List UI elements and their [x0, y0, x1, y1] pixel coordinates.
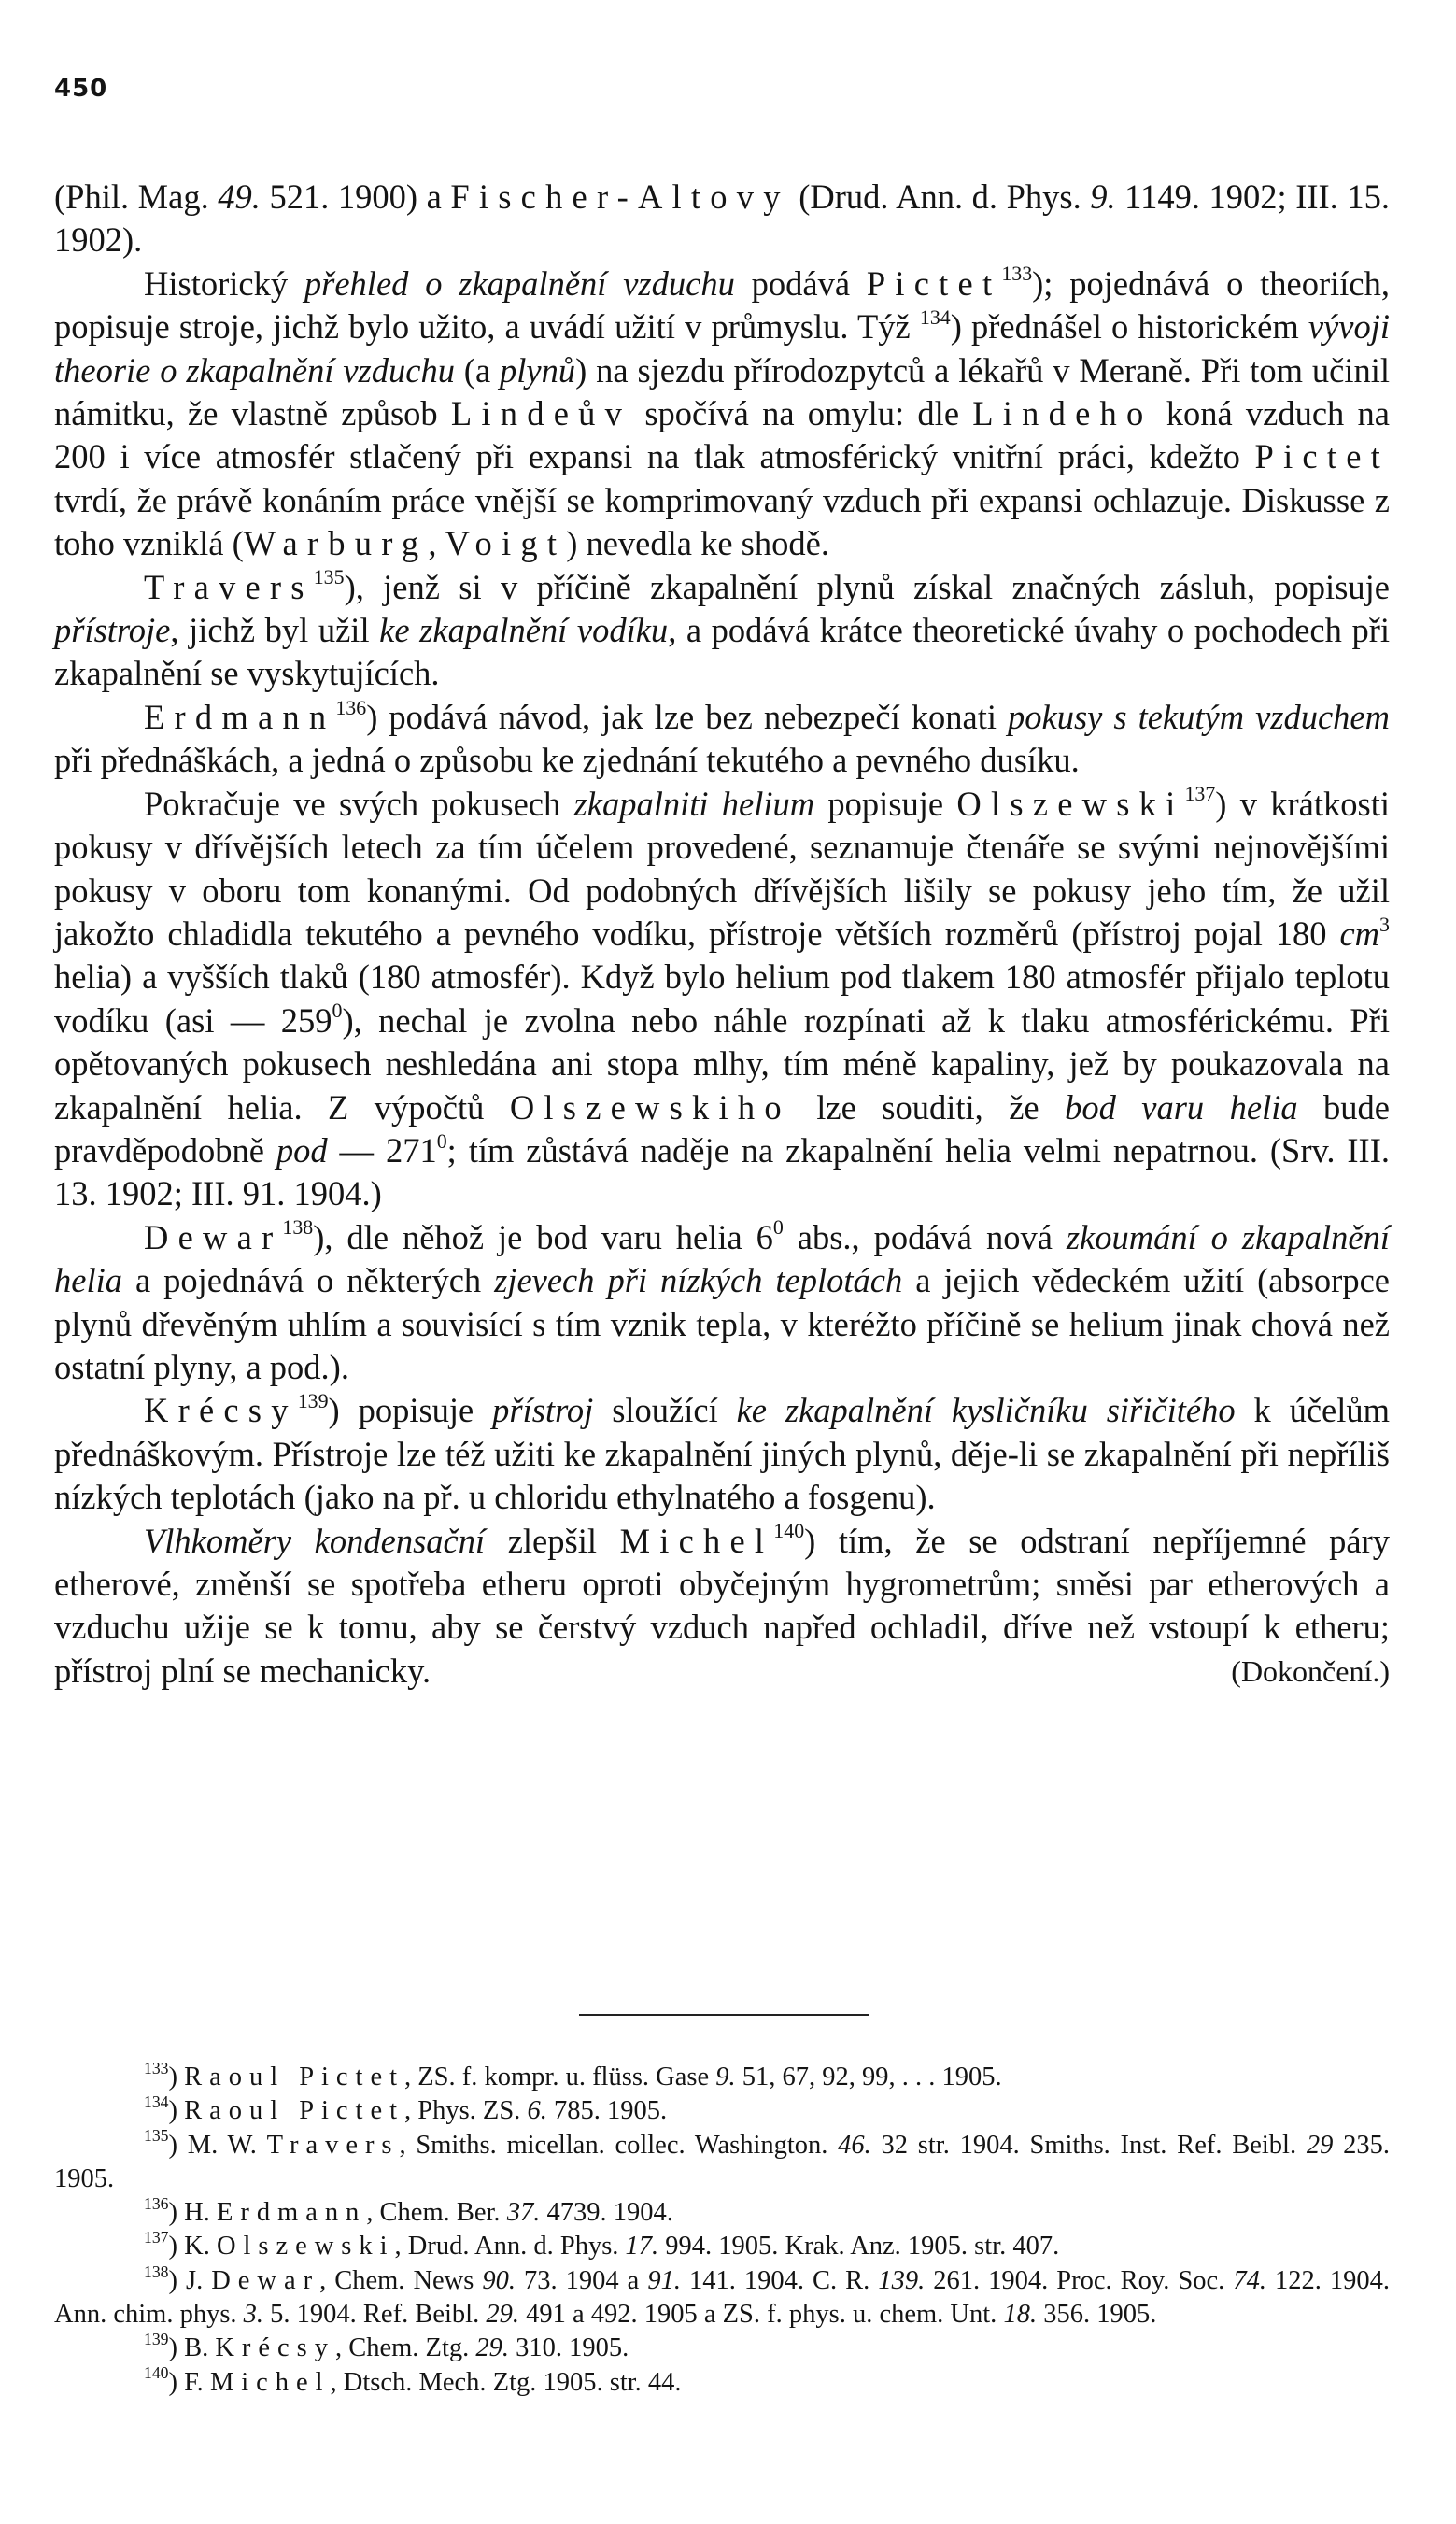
footnote-paren: ) [168, 2232, 185, 2262]
footnote-137 [54, 2230, 1390, 2263]
text-run: , Dtsch. Mech. Ztg. 1905. str. 44. [330, 2367, 682, 2397]
text-run: J. [186, 2265, 212, 2295]
author-name: Dewar [144, 1217, 283, 1256]
footnote-number: 134 [144, 2092, 169, 2112]
footnote-number: 139 [144, 2330, 169, 2349]
footnote-133 [54, 2058, 1390, 2094]
text-run: — 271 [327, 1130, 437, 1170]
text-run: 310. 1905. [509, 2333, 629, 2363]
text-run: 4739. 1904. [540, 2198, 673, 2228]
author-name: Michel [209, 2367, 331, 2397]
author-name: Krécsy [144, 1391, 298, 1430]
author-name: Olszewski [216, 2232, 395, 2262]
text-run: (Phil. Mag. [54, 177, 219, 216]
emphasis: pokusy s tekutým vzduchem [1008, 697, 1390, 736]
author-name: Pictet [1254, 437, 1390, 476]
text-run: (Drud. Ann. d. Phys. [789, 177, 1091, 216]
unit: cm [1339, 914, 1380, 953]
emphasis: plynů [500, 350, 576, 390]
emphasis: ke zkapalnění vodíku [379, 611, 669, 650]
footnote-number: 135 [144, 2126, 169, 2146]
text-run: 1149. 1902; III. 15. 1902). [54, 177, 1390, 260]
text-run: 521. 1900) a [260, 177, 451, 216]
paragraph-michel [54, 1520, 1390, 1694]
degree-sign: 0 [772, 1215, 784, 1240]
footnote-136 [54, 2193, 1390, 2230]
author-name: Fischer-Altovy [450, 177, 790, 216]
text-run: , a podává krátce theoretické úvahy o pochodech při zkapalnění se vyskytujících. [54, 611, 1390, 693]
text-run: , Chem. Ztg. [334, 2333, 476, 2363]
footnote-paren: ) [168, 2130, 188, 2160]
footnote-paren: ) [168, 2367, 185, 2397]
author-name: Warburg [243, 524, 429, 563]
text-run: B. [184, 2333, 216, 2363]
volume-number: 18. [1003, 2300, 1038, 2330]
footnote-ref: 137 [1184, 782, 1216, 806]
footnote-135 [54, 2126, 1390, 2197]
author-name: Travers [266, 2130, 400, 2160]
emphasis: ke zkapalnění kysličníku siřičitého [736, 1391, 1236, 1430]
text-run: 5. 1904. Ref. Beibl. [263, 2300, 487, 2330]
footnote-139 [54, 2332, 1390, 2365]
text-run: , [428, 524, 445, 563]
text-run: lze souditi, že [790, 1087, 1066, 1127]
text-run: ) přednášel o historickém [950, 307, 1308, 347]
author-name: Pictet [866, 263, 1002, 303]
text-run: koná vzduch na 200 i více atmosfér stlačený při expansi na tlak atmosférický vnitřní práci, kdežto [54, 394, 1390, 476]
emphasis: pod [276, 1130, 328, 1170]
text-run: 235. 1905. [54, 2130, 1390, 2193]
author-name: Lindeho [972, 394, 1153, 433]
text-run: ) popisuje [328, 1391, 493, 1430]
volume-number: 17. [625, 2232, 659, 2262]
footnote-paren: ) [168, 2333, 185, 2363]
emphasis: přístroj [492, 1391, 594, 1430]
volume-number: 74. [1233, 2265, 1266, 2295]
author-name: Lindeův [450, 394, 632, 433]
author-name: Krécsy [215, 2333, 335, 2363]
text-run: F. [184, 2367, 210, 2397]
footnote-number: 138 [144, 2262, 169, 2281]
text-run: podává [734, 263, 867, 303]
text-run: zlepšil [485, 1521, 620, 1560]
text-run: Pokračuje ve svých pokusech [144, 784, 574, 823]
body-text [54, 176, 1390, 1694]
text-run: 785. 1905. [546, 2096, 668, 2126]
footnote-ref: 138 [282, 1215, 314, 1240]
text-run: 73. 1904 a [516, 2265, 648, 2295]
footnote-paren: ) [168, 2198, 185, 2228]
author-name: Raoul Pictet [184, 2063, 404, 2092]
text-run: 261. 1904. Proc. Roy. Soc. [925, 2265, 1234, 2295]
volume-number: 6. [527, 2096, 547, 2126]
text-run: sloužící [593, 1391, 737, 1430]
volume-number: 9. [715, 2063, 736, 2092]
text-run: , Chem. Ber. [366, 2198, 507, 2228]
text-run: ), nechal je zvolna nebo náhle rozpínati až k tlaku atmosférickému. Při opětovaných pokusech neshledána ani stopa mlhy, tím méně kapaliny, jež by poukazovala na zkapalnění helia. Z výpočtů [54, 1000, 1391, 1127]
text-run: , Phys. ZS. [403, 2096, 528, 2126]
text-run: ) podává návod, jak lze bez nebezpečí konati [366, 697, 1009, 736]
text-run: ; tím zůstává naděje na zkapalnění helia velmi nepatrnou. (Srv. III. 13. 1902; III. 91. 1904.) [54, 1130, 1390, 1213]
emphasis: zjevech při nízkých teplotách [494, 1261, 903, 1300]
volume-number: 91. [647, 2265, 681, 2295]
footnote-paren: ) [168, 2096, 185, 2126]
emphasis: přístroje [54, 611, 171, 650]
paragraph-olszewski [54, 783, 1390, 1216]
text-run: Historický [144, 263, 304, 303]
text-run: a pojednává o některých [121, 1261, 495, 1300]
author-name: Raoul Pictet [184, 2096, 404, 2126]
footnote-ref: 135 [313, 565, 345, 589]
text-run: 141. 1904. C. R. [680, 2265, 879, 2295]
volume-number: 3. [243, 2300, 264, 2330]
text-run: H. [184, 2198, 217, 2228]
text-run: popisuje [814, 784, 957, 823]
author-name: Erdmann [216, 2198, 367, 2228]
footnote-134 [54, 2094, 1390, 2128]
emphasis: bod varu helia [1065, 1087, 1298, 1127]
volume-number: 90. [482, 2265, 516, 2295]
continuation-note: (Dokončení.) [1231, 1654, 1390, 1689]
footnote-number: 137 [144, 2228, 169, 2247]
emphasis: zkapalniti helium [573, 784, 815, 823]
text-run: M. W. [187, 2130, 267, 2160]
text-run: ) nevedla ke shodě. [566, 524, 829, 563]
volume-number: 49. [218, 177, 261, 216]
degree-sign: 0 [436, 1128, 447, 1153]
paragraph-travers [54, 566, 1390, 696]
volume-number: 29 [1306, 2130, 1334, 2160]
volume-number: 37. [506, 2198, 541, 2228]
author-name: Erdmann [144, 697, 336, 736]
text-run: bude pravděpodobně [54, 1087, 1391, 1170]
emphasis: Vlhkoměry kondensační [144, 1521, 486, 1560]
footnote-ref: 133 [1001, 262, 1033, 286]
superscript: 3 [1379, 912, 1390, 936]
footnote-number: 140 [144, 2363, 169, 2383]
text-run: ); pojednává o theoriích, popisuje stroje, jichž bylo užito, a uvádí užití v průmyslu. Týž [54, 263, 1390, 347]
footnote-ref: 140 [773, 1519, 805, 1543]
text-run: , Smiths. micellan. collec. Washington. [399, 2130, 839, 2160]
text-run: a jejich vědeckém užití (absorpce plynů dřevěným uhlím a souvisící s tím vznik tepla, v kteréžto příčině se helium jinak chová než ostatní plyny, a pod.). [54, 1261, 1390, 1386]
volume-number: 139. [878, 2265, 926, 2295]
paragraph-dewar [54, 1216, 1390, 1390]
text-run: ), dle něhož je bod varu helia 6 [313, 1217, 773, 1256]
text-run: 122. 1904. Ann. chim. phys. [54, 2265, 1390, 2330]
footnote-divider [579, 2014, 869, 2016]
footnote-number: 133 [144, 2058, 169, 2077]
author-name: Travers [144, 567, 314, 606]
page-number: 450 [54, 75, 108, 103]
footnote-ref: 134 [919, 305, 951, 329]
author-name: Michel [619, 1521, 774, 1560]
footnote-paren: ) [168, 2063, 185, 2092]
degree-sign: 0 [332, 999, 343, 1023]
text-run: 32 str. 1904. Smiths. Inst. Ref. Beibl. [870, 2130, 1307, 2160]
text-run: spočívá na omylu: dle [631, 394, 973, 433]
footnote-number: 136 [144, 2193, 169, 2213]
footnotes [54, 2058, 1390, 2400]
author-name: Olszewskiho [509, 1087, 791, 1127]
emphasis: přehled o zkapalnění vzduchu [304, 263, 735, 303]
text-run: , ZS. f. kompr. u. flüss. Gase [403, 2063, 716, 2092]
footnote-paren: ) [168, 2265, 186, 2295]
text-run: , Chem. News [319, 2265, 483, 2295]
text-run: tvrdí, že právě konáním práce vnější se komprimovaný vzduch při expansi ochlazuje. Diskusse z toho vzniklá ( [54, 480, 1390, 563]
emphasis: zkoumání o zkapalnění helia [54, 1217, 1390, 1300]
text-run: 994. 1905. Krak. Anz. 1905. str. 407. [658, 2232, 1060, 2262]
text-run: 51, 67, 92, 99, . . . 1905. [735, 2063, 1002, 2092]
volume-number: 46. [838, 2130, 871, 2160]
footnote-138 [54, 2264, 1390, 2333]
text-run: K. [184, 2232, 217, 2262]
volume-number: 9. [1090, 177, 1116, 216]
paragraph-pictet [54, 262, 1390, 566]
text-run: abs., podává nová [783, 1217, 1067, 1256]
volume-number: 29. [475, 2333, 509, 2363]
text-run: , Drud. Ann. d. Phys. [394, 2232, 626, 2262]
author-name: Voigt [445, 524, 567, 563]
text-run: při přednáškách, a jedná o způsobu ke zjednání tekutého a pevného dusíku. [54, 741, 1080, 780]
text-run: k účelům přednáškovým. Přístroje lze též užiti ke zkapalnění jiných plynů, děje-li se zkapalnění při nepříliš nízkých teplotách (jako na př. u chloridu ethylnatého a fosgenu). [54, 1391, 1391, 1517]
paragraph-erdmann [54, 696, 1390, 783]
footnote-140 [54, 2363, 1390, 2400]
volume-number: 29. [486, 2300, 519, 2330]
text-run: ) v krátkosti pokusy v dřívějších letech za tím účelem provedené, seznamuje čtenáře se svými nejnovějšími pokusy v oboru tom konanými. Od podobných dřívějších lišily se pokusy jeho tím, že užil jakožto chladidla tekutého a pevného vodíku, přístroje větších rozměrů (přístroj pojal 180 [54, 784, 1390, 953]
text-run: (a [454, 350, 501, 390]
text-run: ), jenž si v příčině zkapalnění plynů získal značných zásluh, popisuje [344, 567, 1390, 606]
text-run: , jichž byl užil [170, 611, 380, 650]
author-name: Dewar [211, 2265, 320, 2295]
footnote-ref: 136 [335, 695, 367, 719]
text-run: 356. 1905. [1037, 2300, 1157, 2330]
text-run: ) na sjezdu přírodozpytců a lékařů v Meraně. Při tom učinil námitku, že vlastně způsob [54, 350, 1391, 433]
text-run: helia) a vyšších tlaků (180 atmosfér). Když bylo helium pod tlakem 180 atmosfér přijalo teplotu vodíku (asi — 259 [54, 957, 1390, 1040]
paragraph-krecsy [54, 1389, 1390, 1519]
emphasis: vývoji theorie o zkapalnění vzduchu [54, 307, 1390, 390]
paragraph-continuation [54, 176, 1390, 262]
text-run: 491 a 492. 1905 a ZS. f. phys. u. chem. Unt. [518, 2300, 1004, 2330]
text-run: ) tím, že se odstraní nepříjemné páry etherové, změnší se spotřeba etheru oproti obyčejným hygrometrům; směsi par etherových a vzduchu užije se k tomu, aby se čerstvý vzduch napřed ochladil, dříve než vstoupí k etheru; přístroj plní se mechanicky. [54, 1521, 1390, 1690]
footnote-ref: 139 [297, 1389, 329, 1413]
author-name: Olszewski [956, 784, 1185, 823]
